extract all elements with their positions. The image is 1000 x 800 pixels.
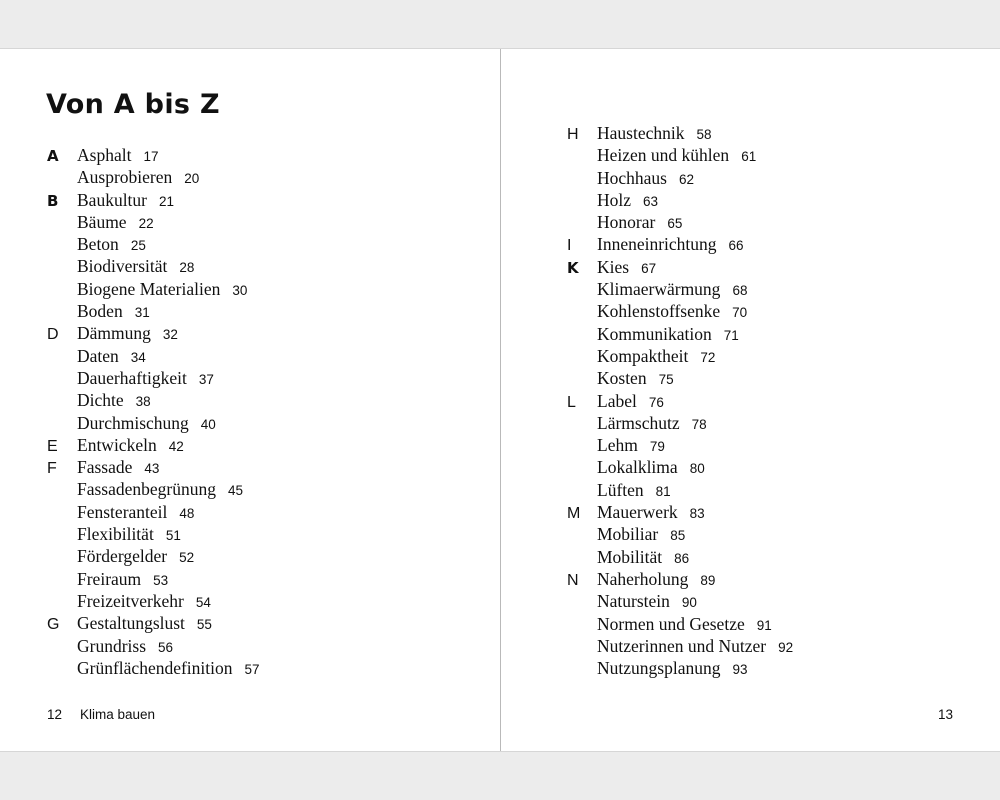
index-page-number: 92 — [778, 639, 794, 655]
index-page-number: 62 — [678, 171, 695, 187]
index-entry — [567, 346, 793, 368]
index-list-left — [47, 145, 260, 680]
index-entry — [567, 636, 793, 658]
index-term: Inneneinrichtung — [597, 234, 717, 255]
index-entry — [47, 190, 260, 212]
index-term: Hochhaus — [597, 167, 667, 188]
index-entry — [567, 591, 793, 613]
page-number-left: 12 — [47, 707, 63, 722]
index-page-number: 80 — [689, 461, 705, 477]
index-page-number: 28 — [179, 260, 195, 276]
index-page-number: 72 — [700, 349, 716, 365]
index-term: Dauerhaftigkeit — [77, 367, 187, 388]
index-entry — [567, 257, 793, 279]
index-term: Nutzerinnen und Nutzer — [597, 635, 767, 656]
index-term: Nutzungsplanung — [597, 658, 721, 679]
index-page-number: 66 — [728, 238, 744, 254]
section-letter: D — [47, 326, 59, 344]
index-term: Freiraum — [77, 568, 142, 589]
index-term: Daten — [77, 345, 119, 366]
section-letter: F — [47, 460, 57, 478]
index-page-number: 65 — [667, 216, 683, 232]
index-page-number: 78 — [691, 416, 707, 432]
index-entry — [567, 301, 793, 323]
index-term: Baukultur — [77, 189, 147, 210]
index-entry — [567, 168, 793, 190]
index-term: Durchmischung — [77, 412, 189, 433]
index-term: Haustechnik — [597, 123, 685, 143]
index-term: Grundriss — [77, 635, 147, 656]
index-page-number: 20 — [184, 171, 200, 187]
index-entry — [567, 145, 793, 167]
index-term: Lärmschutz — [597, 412, 680, 433]
index-page-number: 75 — [658, 372, 674, 388]
index-term: Fensteranteil — [77, 501, 168, 522]
index-entry — [47, 435, 260, 457]
index-page-number: 58 — [696, 127, 712, 142]
index-page-number: 17 — [143, 149, 159, 164]
index-term: Normen und Gesetze — [597, 613, 745, 634]
index-term: Dichte — [77, 390, 124, 411]
index-entry — [47, 591, 260, 613]
index-entry — [47, 457, 260, 479]
index-term: Mobilität — [597, 546, 663, 567]
index-term: Bäume — [77, 211, 127, 232]
index-entry — [567, 413, 793, 435]
index-term: Heizen und kühlen — [597, 145, 730, 166]
index-entry — [47, 256, 260, 278]
index-term: Kommunikation — [597, 323, 712, 344]
index-entry — [47, 546, 260, 568]
index-term: Naherholung — [597, 568, 689, 589]
index-entry — [47, 636, 260, 658]
index-term: Ausprobieren — [77, 167, 173, 188]
index-entry — [567, 547, 793, 569]
index-page-number: 86 — [674, 550, 690, 566]
section-letter: I — [567, 237, 572, 255]
index-term: Beton — [77, 234, 119, 255]
index-page-number: 89 — [700, 572, 716, 588]
index-entry — [567, 234, 793, 256]
index-term: Boden — [77, 301, 123, 322]
index-page-number: 68 — [732, 283, 748, 299]
index-entry — [567, 480, 793, 502]
index-term: Mauerwerk — [597, 502, 678, 523]
index-page-number: 52 — [179, 550, 195, 566]
index-term: Grünflächendefinition — [77, 657, 233, 678]
index-entry — [567, 324, 793, 346]
section-letter: L — [567, 393, 576, 411]
index-entry — [567, 279, 793, 301]
right-page — [501, 49, 1000, 751]
index-entry — [47, 301, 260, 323]
index-entry — [47, 390, 260, 412]
index-entry — [47, 569, 260, 591]
index-page-number: 42 — [168, 438, 184, 454]
section-letter: N — [567, 571, 579, 589]
index-page-number: 22 — [138, 215, 154, 231]
index-entry — [47, 658, 260, 680]
index-term: Dämmung — [77, 323, 151, 344]
index-entry — [47, 234, 260, 256]
index-page-number: 54 — [195, 594, 211, 610]
index-term: Lehm — [597, 435, 638, 456]
index-entry — [47, 479, 260, 501]
index-entry — [47, 323, 260, 345]
index-page-number: 56 — [158, 639, 174, 655]
section-letter: G — [47, 616, 60, 634]
index-page-number: 93 — [732, 662, 748, 678]
index-page-number: 30 — [232, 282, 248, 298]
index-page-number: 21 — [159, 193, 175, 209]
index-entry — [567, 457, 793, 479]
index-page-number: 91 — [756, 617, 772, 633]
index-page-number: 55 — [196, 617, 212, 633]
index-entry — [567, 435, 793, 457]
index-entry — [47, 613, 260, 635]
index-page-number: 67 — [641, 260, 657, 276]
index-term: Freizeitverkehr — [77, 590, 184, 611]
index-entry — [567, 123, 793, 145]
index-term: Fördergelder — [77, 546, 168, 567]
index-term: Honorar — [597, 212, 656, 233]
index-page-number: 51 — [165, 528, 181, 544]
index-page-number: 61 — [741, 149, 757, 165]
index-page-number: 25 — [130, 238, 146, 254]
index-entry — [567, 614, 793, 636]
section-letter: A — [47, 147, 59, 165]
index-entry — [567, 658, 793, 680]
index-entry — [47, 145, 260, 167]
section-letter: H — [567, 126, 579, 143]
index-entry — [47, 502, 260, 524]
index-term: Kompaktheit — [597, 345, 689, 366]
index-entry — [567, 212, 793, 234]
index-page-number: 85 — [670, 528, 686, 544]
index-term: Entwickeln — [77, 434, 157, 455]
index-page-number: 38 — [135, 394, 151, 410]
index-page-number: 32 — [162, 327, 178, 343]
index-entry — [567, 391, 793, 413]
index-term: Fassade — [77, 457, 133, 478]
index-page-number: 43 — [144, 461, 160, 477]
index-entry — [47, 279, 260, 301]
index-page-number: 31 — [134, 305, 150, 321]
index-term: Holz — [597, 189, 632, 210]
section-letter: K — [567, 258, 579, 277]
index-page-number: 57 — [244, 661, 260, 677]
index-page-number: 79 — [649, 439, 665, 455]
index-term: Biodiversität — [77, 256, 168, 277]
index-term: Kosten — [597, 368, 647, 389]
index-entry — [567, 569, 793, 591]
index-page-number: 48 — [179, 505, 195, 521]
left-page — [0, 49, 500, 751]
index-page-number: 83 — [689, 506, 705, 522]
index-page-number: 34 — [130, 349, 146, 365]
index-term: Kies — [597, 256, 630, 277]
index-list-right — [567, 123, 793, 680]
index-page-number: 53 — [153, 572, 169, 588]
section-letter: M — [567, 505, 581, 523]
index-term: Lokalklima — [597, 457, 678, 478]
book-spread — [0, 48, 1000, 752]
page-title: Von A bis Z — [46, 89, 220, 120]
index-entry — [47, 413, 260, 435]
section-letter: B — [47, 191, 59, 210]
index-page-number: 45 — [228, 483, 244, 499]
index-entry — [47, 167, 260, 189]
index-term: Lüften — [597, 479, 644, 500]
index-page-number: 70 — [732, 305, 748, 321]
index-entry — [567, 502, 793, 524]
index-term: Kohlenstoffsenke — [597, 301, 721, 322]
index-term: Mobiliar — [597, 524, 659, 545]
index-page-number: 71 — [723, 327, 739, 343]
index-term: Klimaerwärmung — [597, 279, 721, 300]
index-term: Biogene Materialien — [77, 278, 221, 299]
running-title: Klima bauen — [80, 707, 156, 722]
page-number-right: 13 — [938, 707, 954, 722]
section-letter: E — [47, 437, 58, 455]
index-page-number: 81 — [655, 483, 671, 499]
index-term: Gestaltungslust — [77, 613, 185, 634]
index-entry — [47, 212, 260, 234]
index-term: Fassadenbegrünung — [77, 479, 217, 500]
index-entry — [47, 346, 260, 368]
index-page-number: 40 — [200, 416, 216, 432]
index-entry — [567, 368, 793, 390]
index-entry — [567, 524, 793, 546]
index-page-number: 90 — [681, 595, 697, 611]
index-entry — [47, 524, 260, 546]
index-term: Flexibilität — [77, 524, 154, 545]
index-entry — [47, 368, 260, 390]
index-term: Asphalt — [77, 145, 132, 165]
index-entry — [567, 190, 793, 212]
index-page-number: 63 — [643, 193, 659, 209]
index-page-number: 76 — [648, 394, 664, 410]
index-term: Label — [597, 390, 637, 411]
index-page-number: 37 — [198, 371, 214, 387]
index-term: Naturstein — [597, 591, 670, 612]
